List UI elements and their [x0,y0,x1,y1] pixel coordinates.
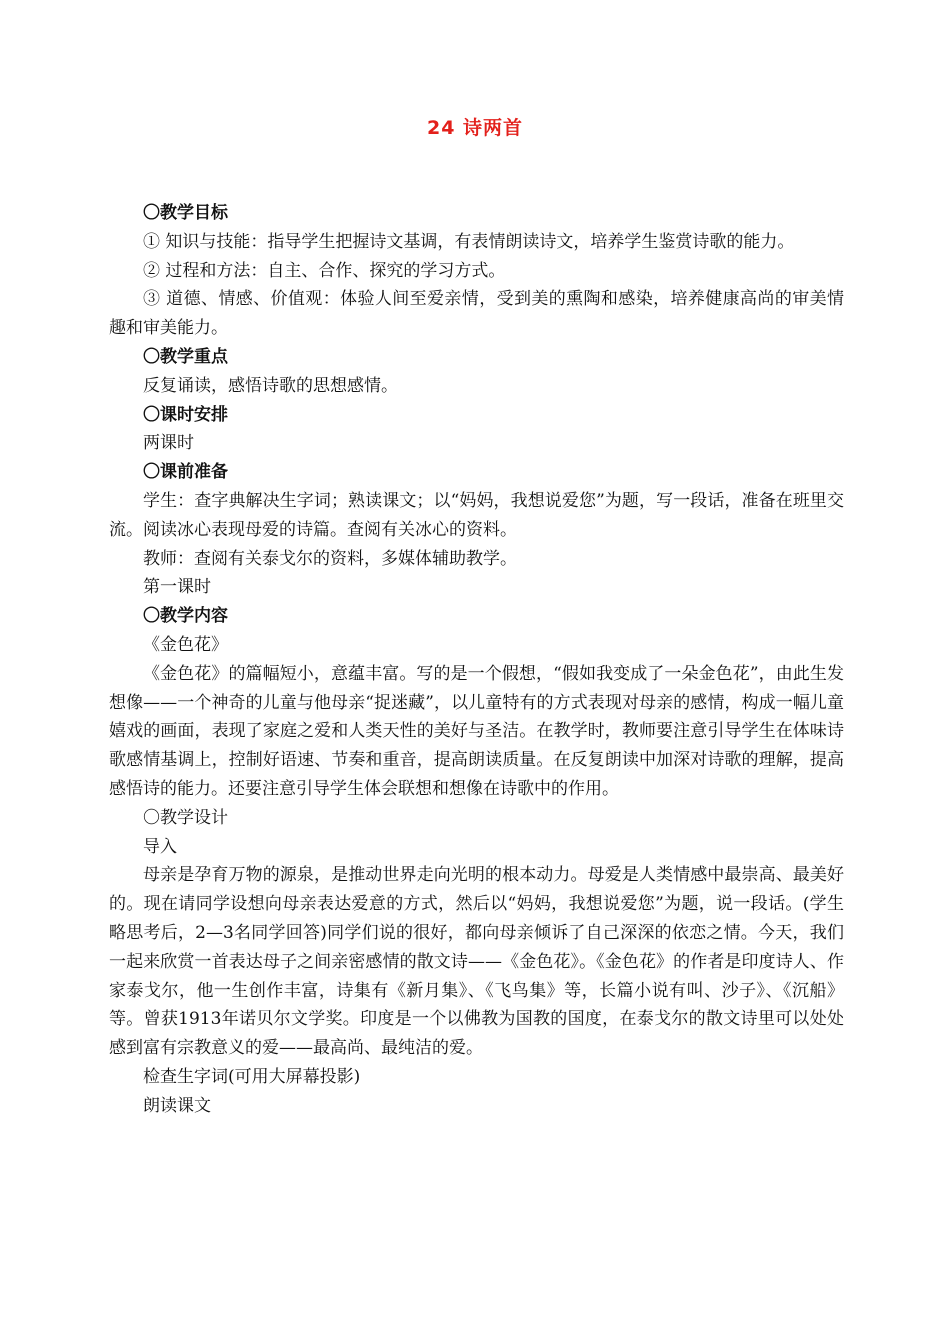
section-heading-design: 〇教学设计 [143,807,228,828]
first-lesson-label: 第一课时 [143,577,211,598]
preparation-students: 学生：查字典解决生字词；熟读课文；以“妈妈，我想说爱您”为题，写一段话，准备在班里交流。阅读冰心表现母爱的诗篇。查阅有关冰心的资料。 [109,490,844,540]
intro-label: 导入 [143,836,177,857]
content-paragraph: 《金色花》的篇幅短小，意蕴丰富。写的是一个假想，“假如我变成了一朵金色花”，由此生发想像——一个神奇的儿童与他母亲“捉迷藏”，以儿童特有的方式表现对母亲的感情，构成一幅儿童嬉戏的画面，表现了家庭之爱和人类天性的美好与圣洁。在教学时，教师要注意引导学生在体味诗歌感情基调上，控制好语速、节奏和重音，提高朗读质量。在反复朗读中加深对诗歌的理解，提高感悟诗的能力。还要注意引导学生体会联想和想像在诗歌中的作用。 [109,663,844,799]
document-body [109,199,844,1121]
goal-process-method: ② 过程和方法：自主、合作、探究的学习方式。 [143,260,506,281]
poem-title: 《金色花》 [143,634,228,655]
goal-knowledge-skills: ① 知识与技能：指导学生把握诗文基调，有表情朗读诗文，培养学生鉴赏诗歌的能力。 [143,231,795,252]
schedule-text: 两课时 [143,433,194,454]
intro-paragraph: 母亲是孕育万物的源泉，是推动世界走向光明的根本动力。母爱是人类情感中最崇高、最美好的。现在请同学设想向母亲表达爱意的方式，然后以“妈妈，我想说爱您”为题，说一段话。(学生略思考后，2—3名同学回答)同学们说的很好，都向母亲倾诉了自己深深的依恋之情。今天，我们一起来欣赏一首表达母子之间亲密感情的散文诗——《金色花》。《金色花》的作者是印度诗人、作家泰戈尔，他一生创作丰富，诗集有《新月集》、《飞鸟集》等，长篇小说有叫、沙子》、《沉船》等。曾获1913年诺贝尔文学奖。印度是一个以佛教为国教的国度，在泰戈尔的散文诗里可以处处感到富有宗教意义的爱——最高尚、最纯洁的爱。 [109,865,844,1059]
section-heading-key-points: 〇教学重点 [143,346,228,367]
section-heading-teaching-goals: 〇教学目标 [143,203,228,223]
section-heading-schedule: 〇课时安排 [143,404,228,425]
preparation-teacher: 教师：查阅有关泰戈尔的资料，多媒体辅助教学。 [143,548,517,569]
section-heading-preparation: 〇课前准备 [143,462,228,483]
key-points-text: 反复诵读，感悟诗歌的思想感情。 [143,375,398,396]
check-vocabulary: 检查生字词(可用大屏幕投影) [143,1066,361,1087]
read-text: 朗读课文 [143,1095,211,1116]
goal-values: ③ 道德、情感、价值观：体验人间至爱亲情，受到美的熏陶和感染，培养健康高尚的审美情趣和审美能力。 [109,289,844,339]
section-heading-content: 〇教学内容 [143,606,228,627]
document-title: 24 诗两首 [426,117,524,139]
